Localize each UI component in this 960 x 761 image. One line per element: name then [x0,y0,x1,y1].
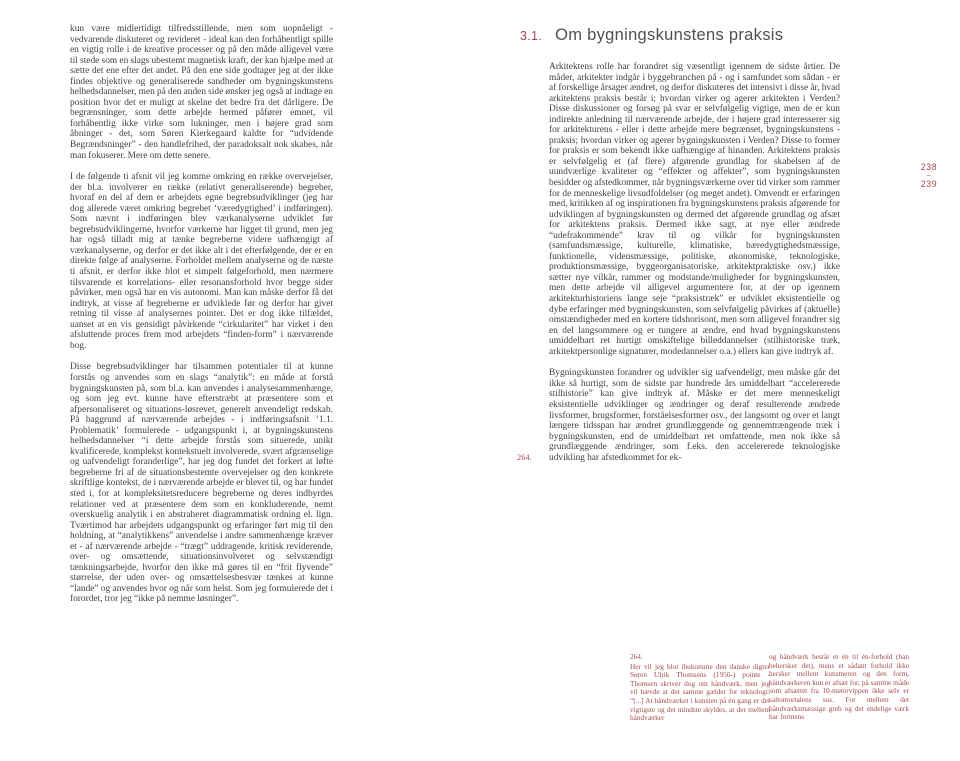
body-paragraph: Arkitektens rolle har forandret sig væsentligt igennem de sidste årtier. De måder, arkitekter indgår i byggebranchen på - og i samfundet som sådan - er af forskellige årsager ændret, og derfor diskuteres det intensivt i disse år, hvad arkitektens praksis består i; hvordan virker og agerer arkitekten i Verden? Disse diskussioner og forsøg på svar er selvfølgelig vigtige, men de er kun indirekte anledning til nærværende arbejde, der i højere grad interesserer sig for arkitekturens - eller i dette arbejde mere begrænset, bygningskunstens - praksis; hvordan virker og agerer bygningskunsten i Verden? Disse to former for praksis er som bekendt ikke uafhængige af hinanden. Arkitektens praksis er selvfølgelig et (af flere) afgørende grundlag for skabelsen af de uundværlige kvaliteter og “effekter og affekter”, som bygningskunsten besidder og afstedkommer, når bygningsværkerne over tid virker som rammer for de menneskelige livsudfoldelser (og meget andet). Omvendt er erfaringen med, kritikken af og inspirationen fra bygningskunstens praksis afgørende for udviklingen af bygningskunsten og dermed det afgørende grundlag og afsæt for arkitektens praksis. Dermed ikke sagt, at nye eller ændrede “udefrakommende” krav til og vilkår for bygningskunsten (samfundsmæssige, kulturelle, klimatiske, bæredygtighedsmæssige, funktionelle, vidensmæssige, politiske, økonomiske, teknologiske, produktionsmæssige, byggeorganisatoriske, arkitektpraktiske osv.) ikke sætter nye vilkår, rammer og modstande/muligheder for bygningskunsten, men dette arbejde vil alligevel argumentere for, at der op igennem arkitekturhistoriens lange seje “praksistræk” er udviklet eksistentielle og dybe erfaringer med bygningskunsten, som selvfølgelig påvirkes af (aktuelle) omstændigheder med en kortere tidshorisont, men som alligevel forandrer sig en del langsommere og er tungere at ændre, end hvad bygningskunstens umiddelbart ret hurtigt omskiftelige billeddannelser (stilhistoriske træk, arkitektpersonlige signaturer, modedannelser o.a.) ellers kan give indtryk af. [549,62,840,357]
page-number-recto: 239 [920,178,938,189]
section-number: 3.1. [520,29,543,43]
footnote-column-2 [769,653,909,722]
footnote-text: og håndværk består et én til én-forhold (han behersker det), mens et sådant forhold ikke hersker mellem kunstneren og den form, håndværkeren kun er afsæt for, på samme måde som afsættet fra 10-metervippen ikke selv er saltomortalens sus. For mellem det håndværksmæssige greb og det endelige værk har formens [769,652,909,722]
page-number-verso: 238 [920,162,938,172]
section-heading [520,26,783,45]
body-paragraph: Bygningskunsten forandrer og udvikler sig uafvendeligt, men måske går det ikke så hurtigt, som de sidste par hundrede års umiddelbart “accelererede stilhistorie” kan give indtryk af. Måske er det mere menneskeligt eksistentielle udviklinger og ændringer og deraf resulterende ændrede livsformer, brugsformer, forståelsesformer osv., der langsomt og over et langt længere tidsspan har ændret grundlæggende og gennemtrængende træk i bygningskunsten, end de umiddelbart ret omfattende, men nok ikke så grundlæggende ændringer, som f.eks. den accelererede teknologiske udvikling har afstedkommet for ek- [549,368,840,463]
right-page-column [517,62,840,474]
section-title: Om bygningskunstens praksis [555,26,784,44]
body-paragraph: I de følgende ti afsnit vil jeg komme omkring en række overvejelser, der bl.a. involverer en række (relativt generaliserende) begreber, hvoraf en del af dem er arbejdets egne begrebsudviklinger (jeg har dog allerede været omkring begrebet ‘væredygtighed’ i indføringen). Som nævnt i indføringen blev værkanalyserne udviklet før begrebsudviklingerne, hvorfor værkerne har ligget til grund, men jeg har også tilladt mig at tænke begreberne videre uafhængigt af værkanalyserne, og derfor er det ikke alt i det efterfølgende, der er en direkte følge af analyserne. Forholdet mellem analyserne og de næste ti afsnit, er derfor ikke blot et simpelt følgeforhold, men nærmere tilsvarende et korrelations- eller resonansforhold hvor begge sider påvirker, men også har en vis autonomi. Man kan måske derfor få det indtryk, at visse af begreberne er udviklede før og derfor har givet retning til visse af analysernes pointer. Det er dog ikke tilfældet, uanset at en vis gensidigt påvirkende “cirkularitet” har virket i den afsluttende proces frem mod arbejdets “finden-form” i nærværende bog. [70,172,333,351]
body-paragraph: Disse begrebsudviklinger har tilsammen potentialer til at kunne forstås og anvendes som en slags “analytik”: en måde at forstå bygningskunsten på, som bl.a. kan anvendes i analysesammenhænge, og som jeg evt. kunne have efterstræbt at præsentere som et afpersonaliseret og situations-løsrevet, generelt anvendeligt redskab. På baggrund af nærværende arbejdes - i indføringsafsnit ‘1.1. Problematik’ formulerede - udgangspunkt i, at bygningskunstens helhedsdannelser “i dette arbejde forstås som situerede, unikt kvalificerede, komplekst kontekstuelt involverede, svært afgrænselige og uafvendeligt foranderlige”, har jeg dog fundet det forkert at løfte begreberne fri af de situationsbestemte overvejelser og den konkrete skriftlige kontekst, de i nærværende arbejde er blevet til, og har fundet sted i, for at kompleksitetsreducere begreberne og deres indbyrdes relationer ved at præsentere dem som en konkluderende, nemt overskuelig analytik i en abstraheret diagrammatisk ordning el. lign. Tværtimod har arbejdets udgangspunkt og erfaringer ført mig til den holdning, at “analytikkens” anvendelse i andre sammenhænge kræver et - af nærværende arbejde - “trægt” uddragende, kritisk reviderende, over- og omsættende, situationsinvolveret og selvstændigt tænkningsarbejde, hvorfor den ikke må gøres til en “frit flyvende” størrelse, der uden over- og omsættelsesbesvær tænkes at kunne “lande” og anvendes hvor og når som helst. Som jeg formulerede det i forordet, tror jeg “ikke på nemme løsninger”. [70,362,333,605]
page-numbers [915,162,943,189]
footnote-number: 264. [630,652,643,661]
footnote-marker: 264. [517,452,532,462]
body-paragraph: kun være midlertidigt tilfredsstillende, men som uopnåeligt - vedvarende diskuteret og revideret - ideal kan den forhåbentligt spille en vigtig rolle i de kreative processer og på den måde alligevel være til stede som en slags ubestemt magnetisk kraft, der kan hjælpe med at sætte det ene efter det andet. På den ene side godtager jeg at der ikke findes objektive og generaliserede sandheder om bygningskunstens helhedsdannelser, men på den anden side ønsker jeg også at indtage en position hvor det er muligt at skelne det bedre fra det dårligere. De begrænsninger, som dette arbejde hermed påfører emnet, vil forhåbentlig ikke virke som lukninger, men i højere grad som åbninger - det, som Søren Kierkegaard kaldte for “udvidende Begrændsninger” - den handlefrihed, der paradoksalt nok skabes, når man fokuserer. Mere om dette senere. [70,24,333,161]
page-number-divider: – [926,171,932,179]
paragraph-with-footnote-marker [517,368,840,463]
footnote-column-1 [630,653,770,723]
left-page-column [70,24,333,605]
footnote-text: Her vil jeg blot ihukomme den danske digter Søren Ulrik Thomsens (1956-) pointe - Thomsen skriver dog om håndværk, men jeg vil hævde at det samme gælder for teknologi: “[...] At håndværket i kunsten på én gang er det vigtigste og det mindste skyldes, at der mellem håndværker [630,661,770,723]
